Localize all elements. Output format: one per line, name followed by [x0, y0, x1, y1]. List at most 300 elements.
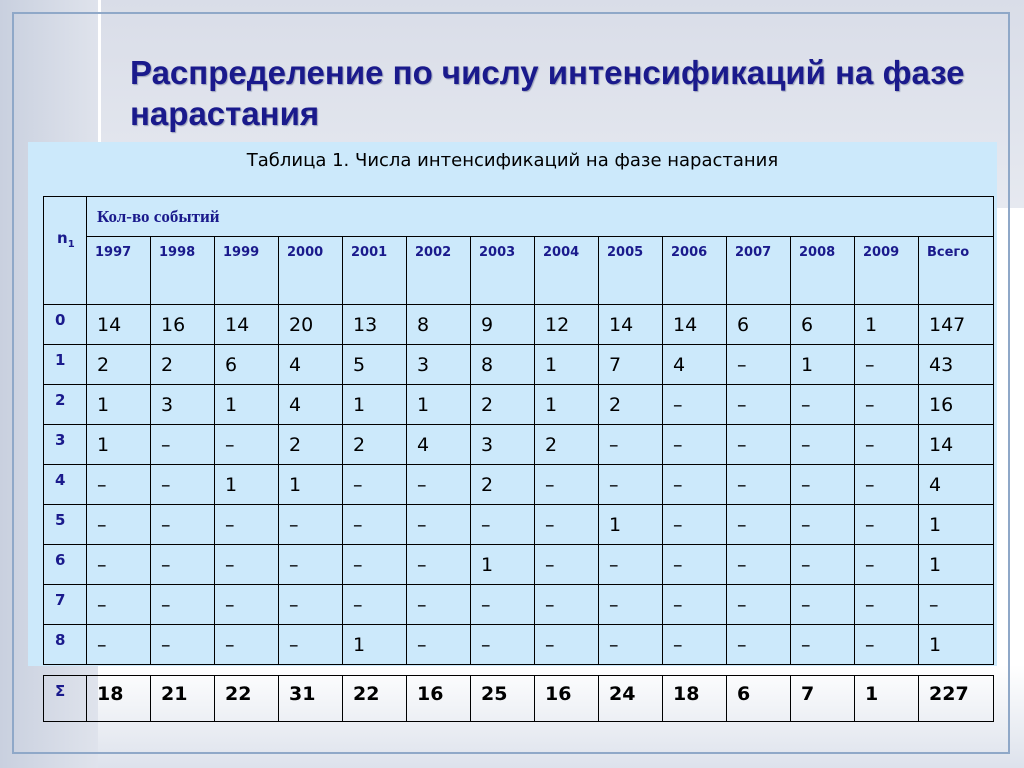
table-cell — [279, 385, 343, 425]
table-cell-value: – — [737, 594, 747, 616]
table-cell — [151, 625, 215, 665]
table-row — [44, 425, 994, 465]
table-cell-value: – — [545, 514, 555, 536]
table-cell — [599, 545, 663, 585]
year-header — [599, 237, 663, 305]
table-cell-value: – — [225, 434, 235, 456]
table-cell — [791, 465, 855, 505]
table-cell — [279, 465, 343, 505]
table-cell — [727, 385, 791, 425]
table-cell-value: – — [97, 474, 107, 496]
sum-cell — [151, 676, 215, 722]
table-cell — [343, 305, 407, 345]
table-cell-value: – — [481, 514, 491, 536]
table-cell — [215, 545, 279, 585]
table-cell-value: – — [801, 394, 811, 416]
table-cell-value: 9 — [481, 314, 494, 336]
table-cell-value: – — [161, 554, 171, 576]
table-cell — [855, 625, 919, 665]
table-cell-value: – — [737, 514, 747, 536]
table-cell — [727, 345, 791, 385]
table-cell-value: – — [737, 354, 747, 376]
table-row — [44, 505, 994, 545]
table-cell-value: – — [673, 394, 683, 416]
table-row — [44, 585, 994, 625]
table-cell — [151, 465, 215, 505]
table-cell — [855, 505, 919, 545]
table-cell — [663, 305, 727, 345]
year-header — [151, 237, 215, 305]
table-cell-value: 1 — [97, 434, 110, 456]
table-cell-value: – — [737, 554, 747, 576]
table-cell — [535, 545, 599, 585]
table-cell — [87, 505, 151, 545]
table-cell — [343, 625, 407, 665]
table-cell — [535, 505, 599, 545]
sum-cell — [343, 676, 407, 722]
table-cell — [471, 505, 535, 545]
sum-cell-value: 22 — [225, 683, 252, 705]
table-cell — [535, 585, 599, 625]
table-cell-value: 12 — [545, 314, 570, 336]
table-cell-value: – — [417, 554, 427, 576]
table-cell-value: 3 — [417, 354, 430, 376]
table-cell — [663, 425, 727, 465]
table-cell — [343, 465, 407, 505]
table-cell — [791, 305, 855, 345]
table-cell-value: 3 — [161, 394, 174, 416]
table-cell — [87, 385, 151, 425]
table-cell-value: – — [289, 554, 299, 576]
table-cell-value: – — [225, 514, 235, 536]
year-header — [663, 237, 727, 305]
table-cell-value: 1 — [289, 474, 302, 496]
sum-table — [43, 675, 994, 722]
sum-row — [44, 676, 994, 722]
row-header-label: 2 — [55, 391, 66, 409]
sum-cell — [407, 676, 471, 722]
sum-cell-value: 227 — [929, 683, 969, 705]
table-cell-value: 3 — [481, 434, 494, 456]
table-cell-value: 14 — [225, 314, 250, 336]
table-cell — [87, 545, 151, 585]
table-cell — [471, 585, 535, 625]
table-cell-value: 2 — [609, 394, 622, 416]
row-header-label: 7 — [55, 591, 66, 609]
table-cell — [791, 385, 855, 425]
sum-cell-value: 31 — [289, 683, 316, 705]
table-cell-value: 14 — [609, 314, 634, 336]
table-cell-value: – — [161, 634, 171, 656]
table-cell — [343, 505, 407, 545]
table-cell-value: 4 — [289, 354, 302, 376]
table-cell-value: – — [929, 594, 939, 616]
table-cell-value: – — [97, 554, 107, 576]
table-cell-value: 2 — [161, 354, 174, 376]
sum-cell-value: 7 — [801, 683, 815, 705]
events-count-header — [87, 197, 994, 237]
table-cell — [791, 345, 855, 385]
table-cell — [663, 505, 727, 545]
table-cell — [663, 545, 727, 585]
table-cell-value: – — [417, 474, 427, 496]
table-cell — [663, 345, 727, 385]
sum-cell — [215, 676, 279, 722]
table-cell — [791, 625, 855, 665]
table-cell-value: – — [97, 594, 107, 616]
year-header — [87, 237, 151, 305]
table-cell — [215, 385, 279, 425]
table-cell-value: – — [545, 554, 555, 576]
table-cell — [599, 585, 663, 625]
year-header-label: 2004 — [543, 245, 580, 261]
table-cell-value: 1 — [481, 554, 494, 576]
year-header-label: 1997 — [95, 245, 132, 261]
table-cell-value: – — [225, 634, 235, 656]
table-cell-value: – — [673, 634, 683, 656]
table-cell-value: 6 — [225, 354, 238, 376]
table-cell-value: 16 — [161, 314, 186, 336]
table-cell — [535, 425, 599, 465]
sum-cell-value: 16 — [417, 683, 444, 705]
table-cell-value: – — [417, 594, 427, 616]
sum-cell-value: 1 — [865, 683, 879, 705]
table-cell — [663, 585, 727, 625]
table-cell — [471, 545, 535, 585]
table-row — [44, 465, 994, 505]
table-cell — [407, 345, 471, 385]
sum-cell-value: 6 — [737, 683, 751, 705]
table-cell — [471, 425, 535, 465]
table-cell-value: 20 — [289, 314, 314, 336]
row-header — [44, 585, 87, 625]
table-cell — [919, 625, 994, 665]
years-header-row — [44, 237, 994, 305]
year-header-label: 1998 — [159, 245, 196, 261]
table-cell — [407, 545, 471, 585]
table-cell-value: 16 — [929, 394, 954, 416]
table-cell — [215, 585, 279, 625]
row-header — [44, 305, 87, 345]
row-header-label: 3 — [55, 431, 66, 449]
table-cell — [919, 505, 994, 545]
table-cell — [279, 425, 343, 465]
table-cell-value: 13 — [353, 314, 378, 336]
table-row — [44, 385, 994, 425]
table-cell-value: – — [737, 634, 747, 656]
sum-cell-value: 25 — [481, 683, 508, 705]
table-cell-value: 2 — [353, 434, 366, 456]
table-cell — [599, 505, 663, 545]
table-cell-value: 1 — [801, 354, 814, 376]
table-cell-value: – — [161, 594, 171, 616]
table-cell — [471, 385, 535, 425]
table-cell-value: 2 — [481, 394, 494, 416]
n1-label: n — [57, 229, 68, 247]
table-cell-value: – — [225, 554, 235, 576]
table-cell — [791, 585, 855, 625]
row-header — [44, 345, 87, 385]
table-cell-value: 14 — [673, 314, 698, 336]
n1-subscript: 1 — [67, 239, 75, 250]
table-cell-value: 1 — [353, 394, 366, 416]
year-header-label: 1999 — [223, 245, 260, 261]
table-cell — [87, 305, 151, 345]
table-cell-value: 1 — [929, 634, 942, 656]
table-cell — [855, 465, 919, 505]
year-header-label: 2001 — [351, 245, 388, 261]
table-cell-value: – — [225, 594, 235, 616]
table-cell — [151, 505, 215, 545]
table-cell-value: 2 — [545, 434, 558, 456]
table-cell-value: 1 — [417, 394, 430, 416]
table-cell — [663, 625, 727, 665]
events-count-label: Кол-во событий — [97, 207, 220, 226]
table-cell — [471, 625, 535, 665]
table-cell-value: – — [289, 594, 299, 616]
table-cell — [599, 625, 663, 665]
table-cell — [407, 505, 471, 545]
table-cell-value: – — [353, 474, 363, 496]
sum-cell-value: 22 — [353, 683, 380, 705]
table-cell — [407, 465, 471, 505]
table-cell — [535, 385, 599, 425]
sum-cell-value: 16 — [545, 683, 572, 705]
table-cell-value: 5 — [353, 354, 366, 376]
table-cell-value: 2 — [289, 434, 302, 456]
sum-cell — [279, 676, 343, 722]
table-cell-value: 8 — [417, 314, 430, 336]
table-cell — [343, 345, 407, 385]
table-cell — [151, 425, 215, 465]
table-cell-value: – — [801, 514, 811, 536]
table-cell-value: – — [801, 594, 811, 616]
sum-cell-value: 21 — [161, 683, 188, 705]
year-header-label: 2009 — [863, 245, 900, 261]
table-cell — [919, 305, 994, 345]
table-cell — [855, 385, 919, 425]
table-cell — [599, 345, 663, 385]
table-cell — [87, 425, 151, 465]
table-cell-value: – — [609, 594, 619, 616]
table-cell-value: 1 — [609, 514, 622, 536]
table-cell-value: 4 — [417, 434, 430, 456]
table-cell-value: 1 — [929, 514, 942, 536]
row-header — [44, 505, 87, 545]
table-cell-value: – — [289, 514, 299, 536]
table-cell — [535, 305, 599, 345]
table-cell — [727, 465, 791, 505]
table-cell-value: 1 — [225, 474, 238, 496]
table-row — [44, 345, 994, 385]
table-cell-value: – — [865, 354, 875, 376]
row-header — [44, 465, 87, 505]
table-cell-value: – — [737, 474, 747, 496]
row-header-label: 6 — [55, 551, 66, 569]
table-cell — [279, 505, 343, 545]
table-cell-value: – — [545, 594, 555, 616]
table-cell-value: 1 — [865, 314, 878, 336]
table-cell — [919, 425, 994, 465]
table-cell-value: 43 — [929, 354, 954, 376]
table-cell — [599, 305, 663, 345]
table-cell — [151, 585, 215, 625]
table-cell — [727, 625, 791, 665]
table-cell — [151, 345, 215, 385]
table-cell — [663, 465, 727, 505]
row-header — [44, 625, 87, 665]
row-header — [44, 425, 87, 465]
table-cell-value: – — [545, 634, 555, 656]
table-cell-value: – — [609, 434, 619, 456]
sum-cell-value: 18 — [673, 683, 700, 705]
table-cell — [727, 505, 791, 545]
table-cell-value: – — [865, 474, 875, 496]
sum-cell — [855, 676, 919, 722]
table-row — [44, 305, 994, 345]
table-cell — [279, 625, 343, 665]
table-cell-value: – — [353, 514, 363, 536]
table-cell — [407, 585, 471, 625]
table-cell — [279, 585, 343, 625]
table-cell-value: – — [609, 554, 619, 576]
year-header — [919, 237, 994, 305]
year-header — [407, 237, 471, 305]
table-cell-value: 147 — [929, 314, 966, 336]
year-header-label: Всего — [927, 245, 970, 261]
table-cell-value: 1 — [353, 634, 366, 656]
table-cell-value: – — [673, 514, 683, 536]
table-cell — [727, 545, 791, 585]
table-cell-value: – — [865, 554, 875, 576]
table-cell-value: – — [161, 514, 171, 536]
sum-cell — [663, 676, 727, 722]
table-cell-value: 4 — [929, 474, 942, 496]
table-cell — [855, 545, 919, 585]
table-cell — [151, 305, 215, 345]
table-cell — [407, 305, 471, 345]
table-row — [44, 545, 994, 585]
sum-cell — [471, 676, 535, 722]
table-cell — [471, 345, 535, 385]
table-cell — [855, 345, 919, 385]
sum-cell — [727, 676, 791, 722]
table-cell-value: 1 — [929, 554, 942, 576]
row-header-label: 0 — [55, 311, 66, 329]
table-header-row — [44, 197, 994, 237]
table-caption: Таблица 1. Числа интенсификаций на фазе нарастания — [246, 150, 779, 171]
table-cell — [855, 585, 919, 625]
year-header-label: 2002 — [415, 245, 452, 261]
sum-cell — [87, 676, 151, 722]
sum-cell — [919, 676, 994, 722]
table-cell — [471, 305, 535, 345]
table-cell-value: 4 — [289, 394, 302, 416]
table-cell — [343, 425, 407, 465]
table-cell — [727, 305, 791, 345]
year-header-label: 2000 — [287, 245, 324, 261]
table-cell — [471, 465, 535, 505]
table-cell-value: – — [865, 394, 875, 416]
table-cell-value: – — [609, 634, 619, 656]
n1-header — [44, 197, 87, 305]
table-cell-value: – — [609, 474, 619, 496]
sum-cell — [791, 676, 855, 722]
table-cell-value: – — [417, 634, 427, 656]
table-cell — [343, 545, 407, 585]
table-cell — [407, 385, 471, 425]
table-cell-value: 14 — [929, 434, 954, 456]
table-cell-value: 2 — [481, 474, 494, 496]
table-cell — [215, 505, 279, 545]
table-cell-value: – — [801, 554, 811, 576]
table-cell — [407, 425, 471, 465]
table-cell — [535, 625, 599, 665]
table-cell-value: – — [865, 434, 875, 456]
table-cell — [599, 465, 663, 505]
table-cell-value: – — [801, 634, 811, 656]
year-header — [727, 237, 791, 305]
table-cell-value: 8 — [481, 354, 494, 376]
table-cell — [215, 625, 279, 665]
table-cell-value: – — [289, 634, 299, 656]
table-cell-value: – — [481, 594, 491, 616]
year-header — [535, 237, 599, 305]
sigma-label: Σ — [55, 682, 66, 700]
table-cell — [279, 305, 343, 345]
row-header-label: 5 — [55, 511, 66, 529]
table-cell-value: – — [353, 554, 363, 576]
table-cell — [279, 545, 343, 585]
table-cell — [535, 465, 599, 505]
table-cell — [855, 305, 919, 345]
table-cell-value: – — [801, 474, 811, 496]
year-header — [343, 237, 407, 305]
table-cell — [727, 425, 791, 465]
table-cell — [215, 425, 279, 465]
year-header — [215, 237, 279, 305]
table-cell-value: 6 — [801, 314, 814, 336]
table-cell-value: – — [97, 634, 107, 656]
table-cell — [919, 585, 994, 625]
year-header — [791, 237, 855, 305]
table-cell-value: 1 — [97, 394, 110, 416]
table-cell — [791, 425, 855, 465]
sum-header — [44, 676, 87, 722]
year-header — [471, 237, 535, 305]
table-cell — [151, 545, 215, 585]
table-cell — [407, 625, 471, 665]
sum-cell — [599, 676, 663, 722]
table-cell — [215, 345, 279, 385]
table-cell — [855, 425, 919, 465]
table-cell — [791, 545, 855, 585]
table-cell — [279, 345, 343, 385]
year-header — [855, 237, 919, 305]
table-cell — [87, 465, 151, 505]
table-cell — [87, 345, 151, 385]
table-cell — [151, 385, 215, 425]
row-header-label: 8 — [55, 631, 66, 649]
table-cell — [599, 385, 663, 425]
table-cell-value: – — [737, 394, 747, 416]
table-cell-value: – — [673, 434, 683, 456]
table-cell — [87, 585, 151, 625]
table-cell-value: – — [161, 434, 171, 456]
year-header-label: 2005 — [607, 245, 644, 261]
table-cell-value: – — [545, 474, 555, 496]
table-cell — [599, 425, 663, 465]
